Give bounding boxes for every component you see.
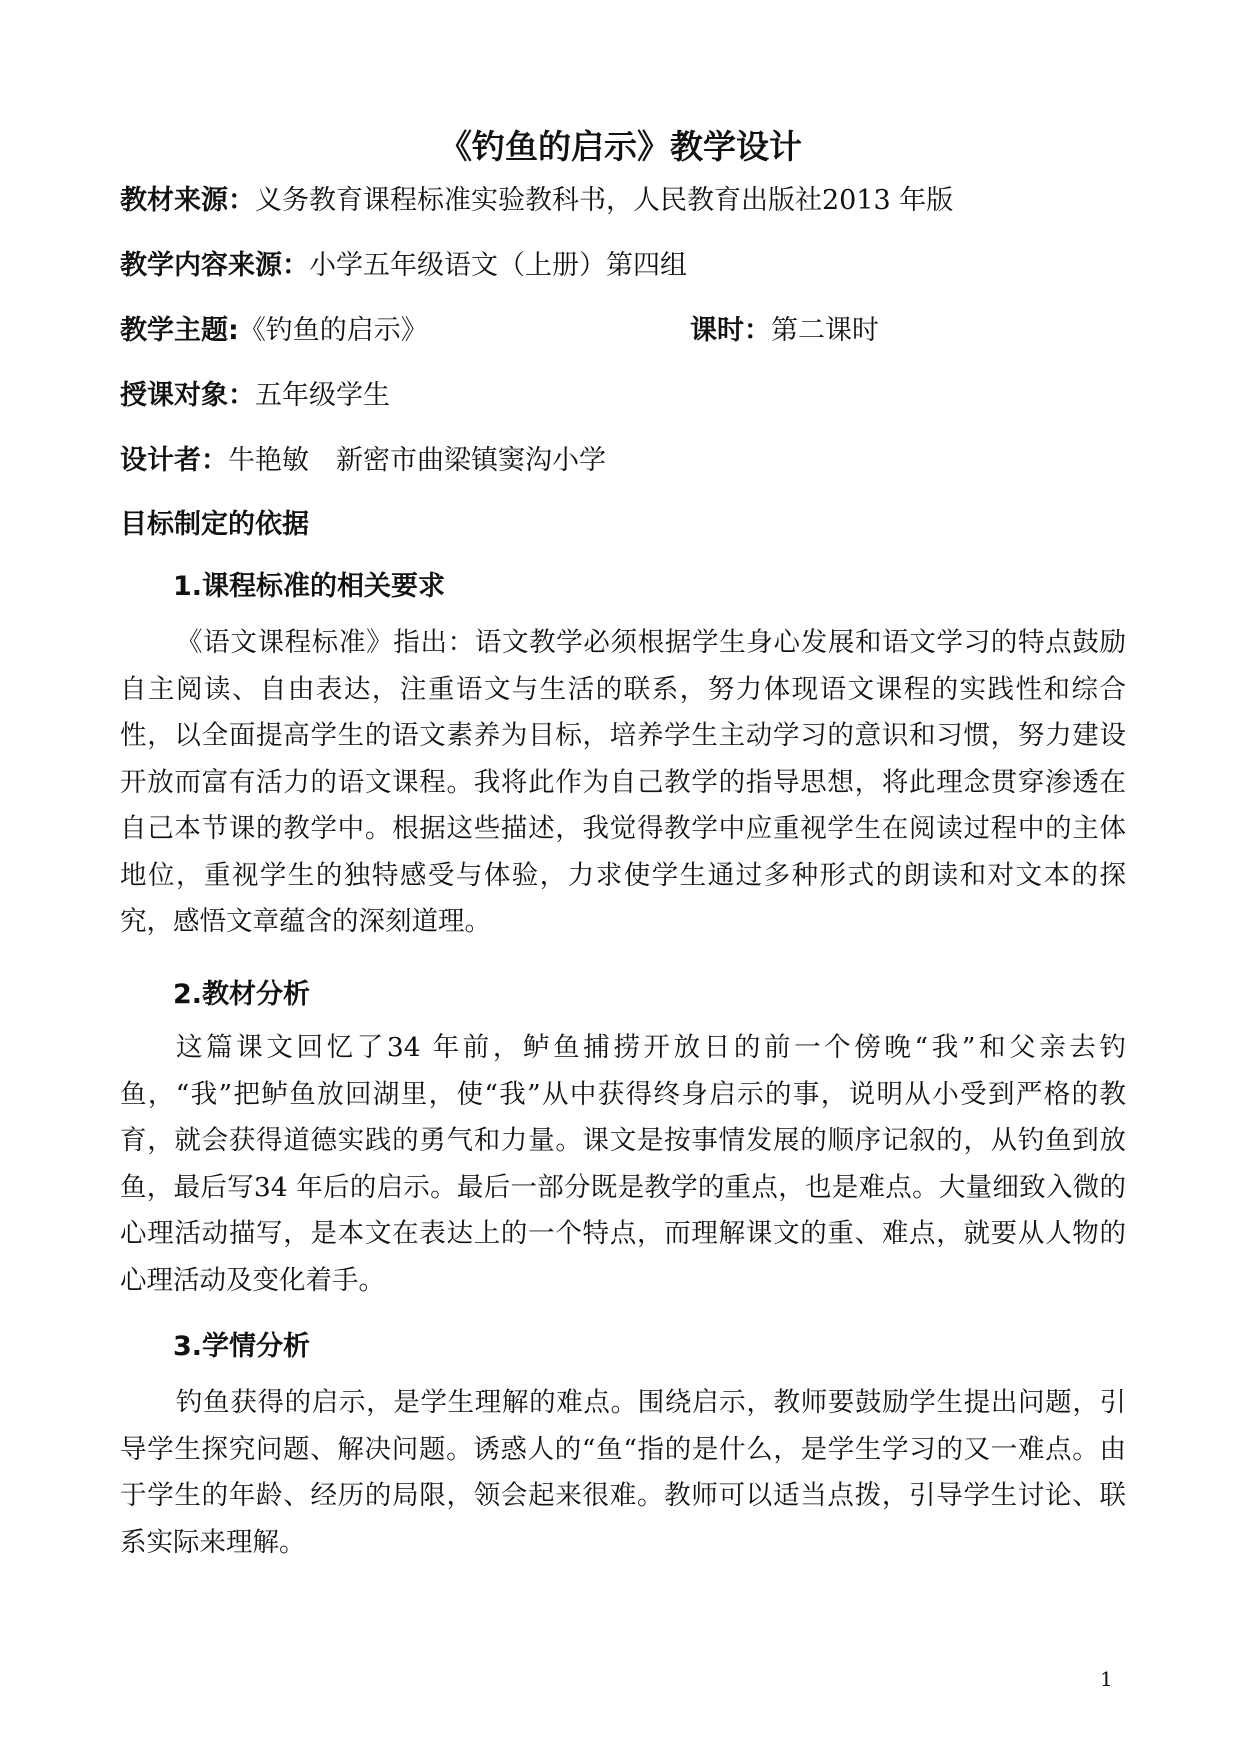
topic-value: 《钓鱼的启示》	[238, 315, 428, 346]
subsection-heading-students: 3.学情分析	[173, 1331, 311, 1362]
page-title: 《钓鱼的启示》教学设计	[439, 127, 802, 166]
period-value: 第二课时	[771, 315, 879, 346]
content-source-value: 小学五年级语文（上册）第四组	[309, 250, 687, 281]
period-line	[690, 311, 879, 351]
designer-line	[120, 441, 606, 481]
audience-line	[120, 376, 390, 416]
textbook-source-label: 教材来源：	[120, 185, 255, 216]
designer-value: 牛艳敏 新密市曲梁镇窦沟小学	[228, 445, 606, 476]
subsection-heading-textbook: 2.教材分析	[173, 979, 311, 1010]
paragraph-curriculum: 《语文课程标准》指出：语文教学必须根据学生身心发展和语文学习的特点鼓励自主阅读、自由表达，注重语文与生活的联系，努力体现语文课程的实践性和综合性，以全面提高学生的语文素养为目标，培养学生主动学习的意识和习惯，努力建设开放而富有活力的语文课程。我将此作为自己教学的指导思想，将此理念贯穿渗透在自己本节课的教学中。根据这些描述，我觉得教学中应重视学生在阅读过程中的主体地位，重视学生的独特感受与体验，力求使学生通过多种形式的朗读和对文本的探究，感悟文章蕴含的深刻道理。	[120, 627, 1126, 937]
designer-label: 设计者：	[120, 445, 228, 476]
paragraph-textbook: 这篇课文回忆了34 年前，鲈鱼捕捞开放日的前一个傍晚“我”和父亲去钓鱼，“我”把鲈鱼放回湖里，使“我”从中获得终身启示的事，说明从小受到严格的教育，就会获得道德实践的勇气和力量。课文是按事情发展的顺序记叙的，从钓鱼到放鱼，最后写34 年后的启示。最后一部分既是教学的重点，也是难点。大量细致入微的心理活动描写，是本文在表达上的一个特点，而理解课文的重、难点，就要从人物的心理活动及变化着手。	[120, 1032, 1126, 1296]
paragraph-students: 钓鱼获得的启示，是学生理解的难点。围绕启示，教师要鼓励学生提出问题，引导学生探究问题、解决问题。诱惑人的“鱼“指的是什么，是学生学习的又一难点。由于学生的年龄、经历的局限，领会起来很难。教师可以适当点拨，引导学生讨论、联系实际来理解。	[120, 1387, 1126, 1558]
audience-value: 五年级学生	[255, 380, 390, 411]
topic-label: 教学主题:	[120, 315, 239, 346]
topic-line	[120, 311, 428, 351]
content-source-label: 教学内容来源：	[120, 250, 309, 281]
audience-label: 授课对象：	[120, 380, 255, 411]
page-number: 1	[1100, 1667, 1113, 1691]
section-heading: 目标制定的依据	[120, 509, 309, 540]
content-source-line	[120, 246, 687, 286]
subsection-heading-curriculum: 1.课程标准的相关要求	[173, 571, 446, 602]
period-label: 课时：	[690, 315, 771, 346]
textbook-source-line	[120, 181, 953, 221]
textbook-source-value: 义务教育课程标准实验教科书，人民教育出版社2013 年版	[255, 185, 954, 216]
